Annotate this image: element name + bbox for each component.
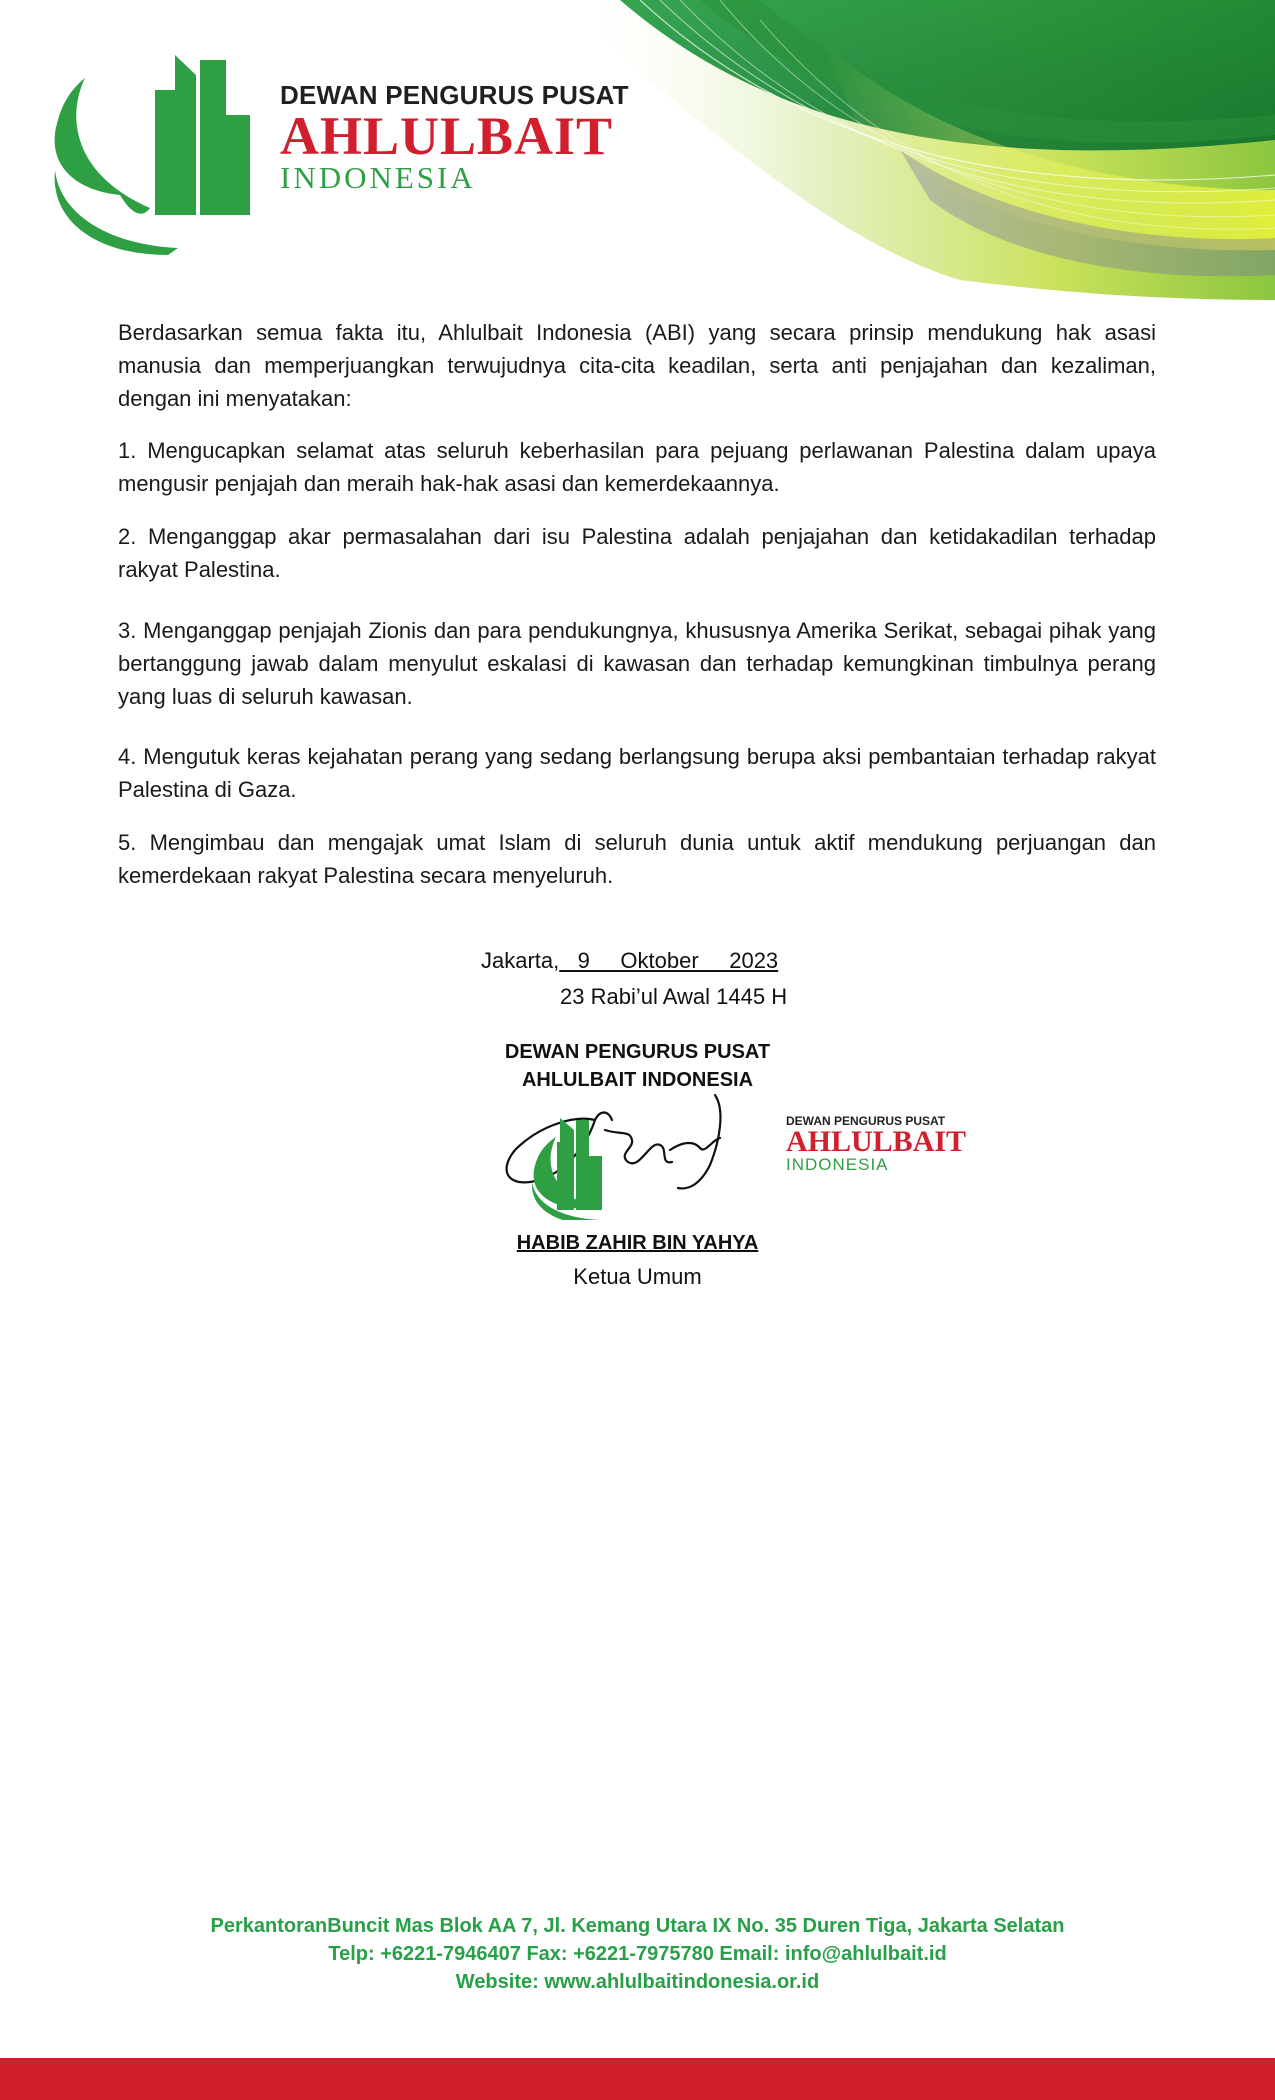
footer (0, 1912, 1275, 1996)
place: Jakarta, (481, 948, 560, 973)
org-line1: DEWAN PENGURUS PUSAT (504, 1041, 771, 1063)
letterhead-line3: INDONESIA (280, 160, 476, 195)
footer-contact: Telp: +6221-7946407 Fax: +6221-7975780 Email: info@ahlulbait.id (328, 1943, 947, 1965)
intro-paragraph: Berdasarkan semua fakta itu, Ahlulbait Indonesia (ABI) yang secara prinsip mendukung hak asasi manusia dan memperjuangkan terwujudnya cita-cita keadilan, serta anti penjajahan dan kezaliman, dengan ini menyatakan: (118, 320, 1156, 411)
stamp-line3: INDONESIA (786, 1155, 889, 1174)
statement-4: 4. Mengutuk keras kejahatan perang yang sedang berlangsung berupa aksi pembantaian terhadap rakyat Palestina di Gaza. (118, 744, 1156, 802)
letterhead-line1: DEWAN PENGURUS PUSAT (280, 80, 629, 110)
stamp-text (786, 1114, 966, 1174)
statement-1: 1. Mengucapkan selamat atas seluruh keberhasilan para pejuang perlawanan Palestina dalam upaya mengusir penjajah dan meraih hak-hak asasi dan kemerdekaannya. (118, 438, 1156, 496)
signer-name: HABIB ZAHIR BIN YAHYA (516, 1232, 759, 1254)
letterhead (0, 0, 1275, 300)
statement-2: 2. Menganggap akar permasalahan dari isu Palestina adalah penjajahan dan ketidakadilan terhadap rakyat Palestina. (118, 524, 1156, 582)
footer-address: PerkantoranBuncit Mas Blok AA 7, Jl. Kemang Utara IX No. 35 Duren Tiga, Jakarta Selatan (210, 1915, 1065, 1937)
signer-title: Ketua Umum (573, 1264, 702, 1289)
date-line (481, 946, 778, 976)
footer-red-bar (0, 2058, 1275, 2100)
stamp-line2: AHLULBAIT (786, 1125, 967, 1158)
statement-5: 5. Mengimbau dan mengajak umat Islam di seluruh dunia untuk aktif mendukung perjuangan dan kemerdekaan rakyat Palestina secara menyeluruh. (118, 830, 1156, 888)
ahlulbait-logo-icon (55, 55, 250, 255)
hijri-date: 23 Rabi’ul Awal 1445 H (560, 984, 788, 1009)
gregorian-date: 9 Oktober 2023 (559, 948, 779, 973)
stamp-line1: DEWAN PENGURUS PUSAT (786, 1114, 946, 1128)
footer-website: Website: www.ahlulbaitindonesia.or.id (455, 1971, 820, 1993)
org-line2: AHLULBAIT INDONESIA (521, 1069, 754, 1091)
signing-organization (500, 1038, 775, 1094)
statement-3: 3. Menganggap penjajah Zionis dan para pendukungnya, khususnya Amerika Serikat, sebagai pihak yang bertanggung jawab dalam menyulut eskalasi di kawasan dan terhadap kemungkinan timbulnya perang yang luas di seluruh kawasan. (118, 618, 1156, 709)
letterhead-title (280, 80, 629, 195)
stamp-logo-icon (532, 1118, 602, 1220)
letterhead-background (0, 0, 1275, 300)
letterhead-line2: AHLULBAIT (280, 106, 614, 166)
